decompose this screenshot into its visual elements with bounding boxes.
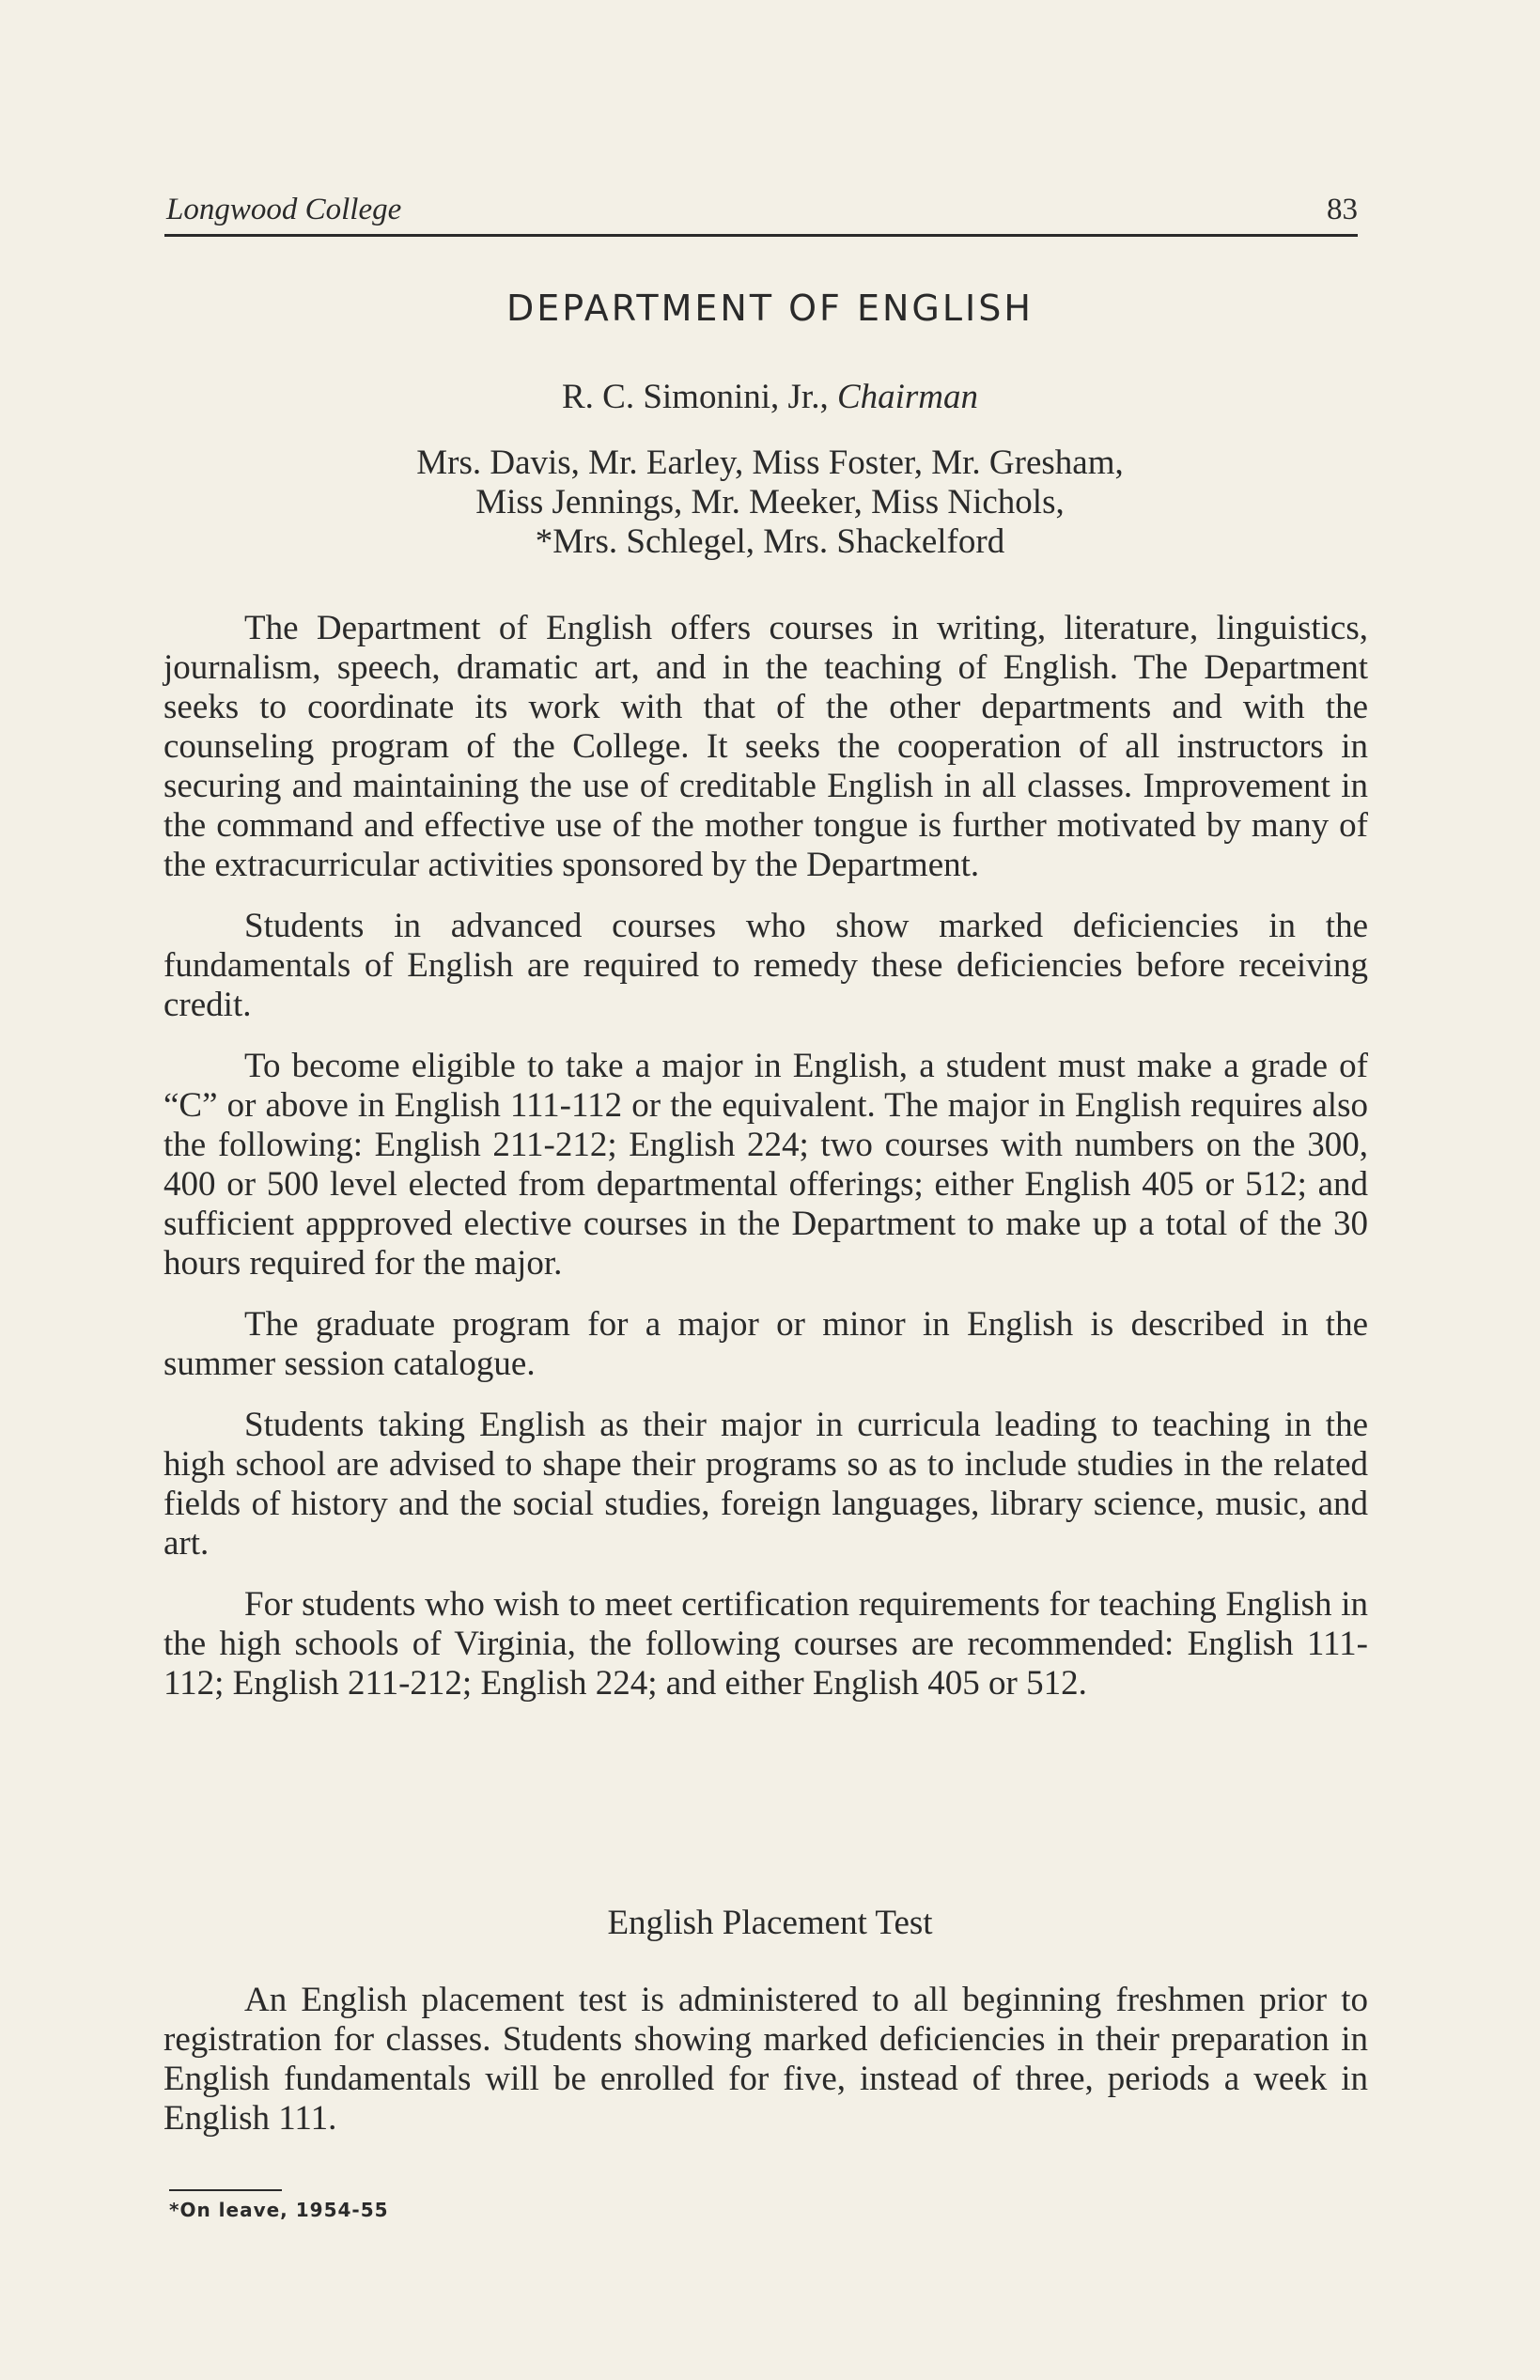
paragraph: The Department of English offers courses in writing, literature, linguistics, journalism, speech, dramatic art, and in the teaching of English. The Department seeks to coordinate its work with that of the other departments and with the counseling program of the College. It seeks the cooperation of all instructors in securing and maintaining the use of creditable English in all classes. Improvement in the command and effective use of the mother tongue is further motivated by many of the extracurricular activities sponsored by the Department. — [163, 609, 1368, 884]
placement-test-heading: English Placement Test — [607, 1904, 933, 1942]
faculty-line: *Mrs. Schlegel, Mrs. Shackelford — [535, 522, 1005, 561]
paragraph: Students in advanced courses who show marked deficiencies in the fundamentals of English are required to remedy these deficiencies before receiving credit. — [163, 907, 1368, 1024]
chair-title: Chairman — [836, 378, 979, 416]
chair-line — [0, 378, 1540, 417]
paragraph: To become eligible to take a major in English, a student must make a grade of “C” or above in English 111-112 or the equivalent. The major in English requires also the following: English 211-212; English 224; two courses with numbers on the 300, 400 or 500 level elected from departmental offerings; either English 405 or 512; and sufficient appproved elective courses in the Department to make up a total of the 30 hours required for the major. — [163, 1047, 1368, 1283]
page-number: 83 — [1327, 193, 1358, 226]
department-title: DEPARTMENT OF ENGLISH — [506, 288, 1034, 329]
page-header — [164, 193, 1358, 237]
running-title: Longwood College — [166, 193, 402, 226]
footnote-divider — [169, 2189, 282, 2191]
department-description — [163, 609, 1368, 1725]
paragraph: The graduate program for a major or minor in English is described in the summer session catalogue. — [163, 1305, 1368, 1383]
placement-test-section — [163, 1981, 1368, 2139]
paragraph: Students taking English as their major in curricula leading to teaching in the high school are advised to shape their programs so as to include studies in the related fields of history and the social studies, foreign languages, library science, music, and art. — [163, 1406, 1368, 1563]
paragraph: An English placement test is administered to all beginning freshmen prior to registration for classes. Students showing marked deficiencies in their preparation in English fundamentals will be enrolled for five, instead of three, periods a week in English 111. — [163, 1981, 1368, 2138]
faculty-line: Miss Jennings, Mr. Meeker, Miss Nichols, — [475, 483, 1065, 521]
staff-list — [0, 378, 1540, 562]
faculty-line: Mrs. Davis, Mr. Earley, Miss Foster, Mr. Gresham, — [416, 443, 1124, 482]
footnote: *On leave, 1954-55 — [169, 2199, 389, 2221]
paragraph: For students who wish to meet certification requirements for teaching English in the high schools of Virginia, the following courses are recommended: English 111-112; English 211-212; English 224; and either English 405 or 512. — [163, 1585, 1368, 1703]
chair-name: R. C. Simonini, Jr., — [561, 378, 829, 416]
